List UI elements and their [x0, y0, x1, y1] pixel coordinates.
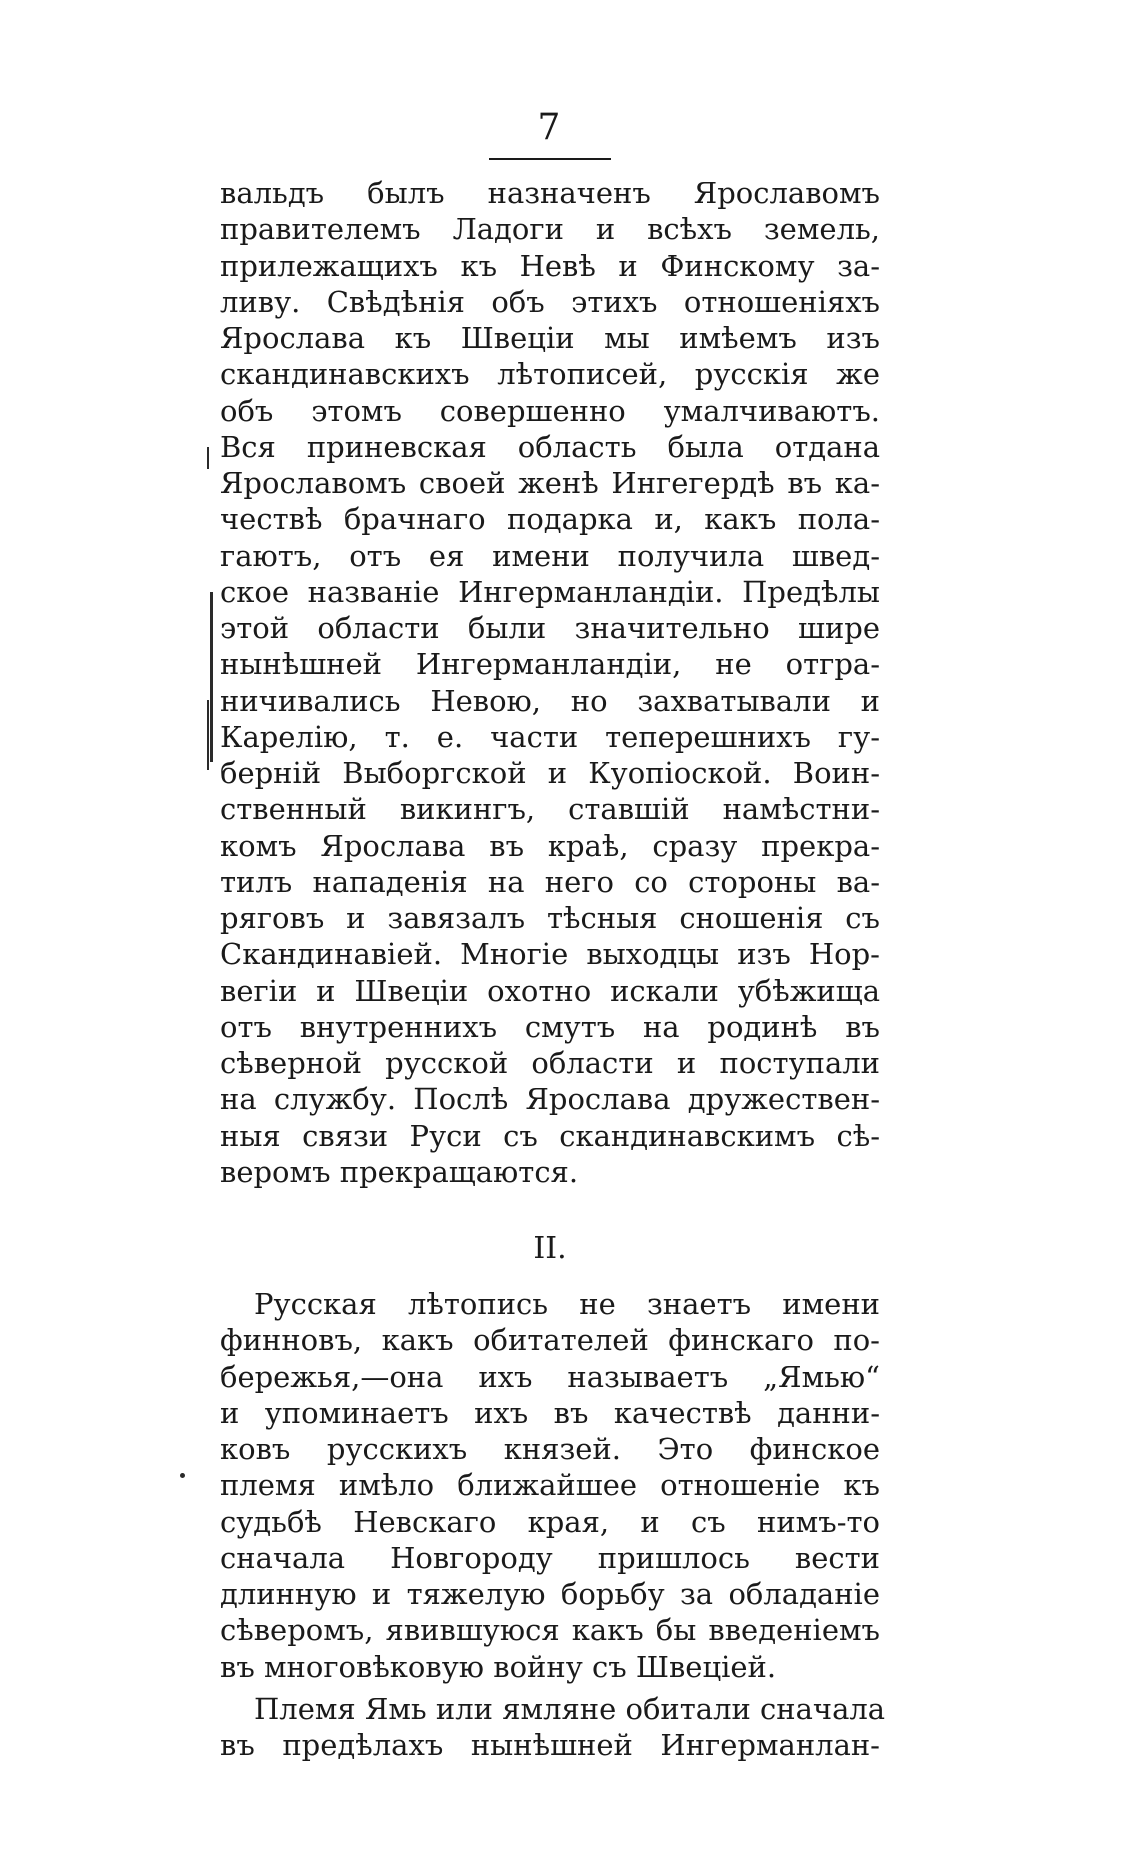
text-line: этой области были значительно шире: [220, 611, 880, 645]
text-line: вальдъ былъ назначенъ Ярославомъ: [220, 176, 880, 210]
text-line: объ этомъ совершенно умалчиваютъ.: [220, 393, 880, 428]
text-line: сѣверной русской области и поступали: [220, 1046, 880, 1080]
text-line: судьбѣ Невскаго края, и съ нимъ-то: [220, 1504, 880, 1539]
text-line: бережья,—она ихъ называетъ „Ямью“: [220, 1359, 880, 1394]
text-line: ское названіе Ингерманландіи. Предѣлы: [220, 574, 880, 609]
margin-mark: [207, 700, 209, 770]
text-line: Ярослава къ Швеціи мы имѣемъ изъ: [220, 321, 880, 355]
text-line: отъ внутреннихъ смутъ на родинѣ въ: [220, 1009, 880, 1044]
margin-mark: [207, 447, 209, 469]
paragraph-2: [220, 1286, 880, 1685]
text-line: племя имѣло ближайшее отношеніе къ: [220, 1468, 880, 1503]
text-line: Карелію, т. е. части теперешнихъ гу-: [220, 719, 880, 754]
text-line: ковъ русскихъ князей. Это финское: [220, 1432, 880, 1466]
text-line: ряговъ и завязалъ тѣсныя сношенія съ: [220, 901, 880, 935]
text-line: правителемъ Ладоги и всѣхъ земель,: [220, 212, 880, 247]
paragraph-1: [220, 175, 880, 1190]
text-line: сѣверомъ, явившуюся какъ бы введеніемъ: [220, 1613, 880, 1648]
text-line: комъ Ярослава въ краѣ, сразу прекра-: [220, 828, 880, 863]
text-line: нынѣшней Ингерманландіи, не отгра-: [220, 647, 880, 682]
text-line: ливу. Свѣдѣнія объ этихъ отношеніяхъ: [220, 284, 880, 319]
text-line: Вся приневская область была отдана: [220, 429, 880, 464]
text-line: и упоминаетъ ихъ въ качествѣ данни-: [220, 1395, 880, 1430]
text-line: ственный викингъ, ставшій намѣстни-: [220, 792, 880, 827]
text-line: Племя Ямь или ямляне обитали сначала: [254, 1691, 886, 1726]
text-line: ничивались Невою, но захватывали и: [220, 683, 880, 718]
text-line: Русская лѣтопись не знаетъ имени: [254, 1287, 880, 1321]
text-line: на службу. Послѣ Ярослава дружествен-: [220, 1082, 880, 1117]
text-line: Скандинавіей. Многіе выходцы изъ Нор-: [220, 937, 880, 972]
text-line: чествѣ брачнаго подарка и, какъ пола-: [220, 502, 880, 537]
text-line: веромъ прекращаются.: [220, 1154, 579, 1189]
page-number: 7: [537, 107, 561, 148]
margin-dot: [180, 1473, 185, 1478]
page-body: [220, 175, 886, 1763]
text-line: скандинавскихъ лѣтописей, русскія же: [220, 357, 880, 392]
text-line: гаютъ, отъ ея имени получила швед-: [220, 538, 880, 573]
paragraph-3: [220, 1691, 886, 1764]
text-line: сначала Новгороду пришлось вести: [220, 1540, 880, 1575]
text-line: длинную и тяжелую борьбу за обладаніе: [220, 1577, 880, 1611]
text-line: Ярославомъ своей женѣ Ингегердѣ въ ка-: [220, 466, 880, 500]
text-line: тилъ нападенія на него со стороны ва-: [220, 864, 880, 899]
section-heading: II.: [533, 1231, 567, 1266]
margin-mark: [210, 592, 213, 762]
text-line: въ многовѣковую войну съ Швеціей.: [220, 1649, 777, 1684]
text-line: финновъ, какъ обитателей финскаго по-: [220, 1323, 880, 1358]
text-line: ныя связи Руси съ скандинавскимъ сѣ-: [220, 1118, 880, 1153]
page-number-rule: [489, 158, 611, 160]
text-line: въ предѣлахъ нынѣшней Ингерманлан-: [220, 1728, 880, 1762]
text-line: прилежащихъ къ Невѣ и Финскому за-: [220, 248, 880, 283]
text-line: вегіи и Швеціи охотно искали убѣжища: [220, 973, 880, 1008]
text-line: берній Выборгской и Куопіоской. Воин-: [220, 756, 880, 790]
